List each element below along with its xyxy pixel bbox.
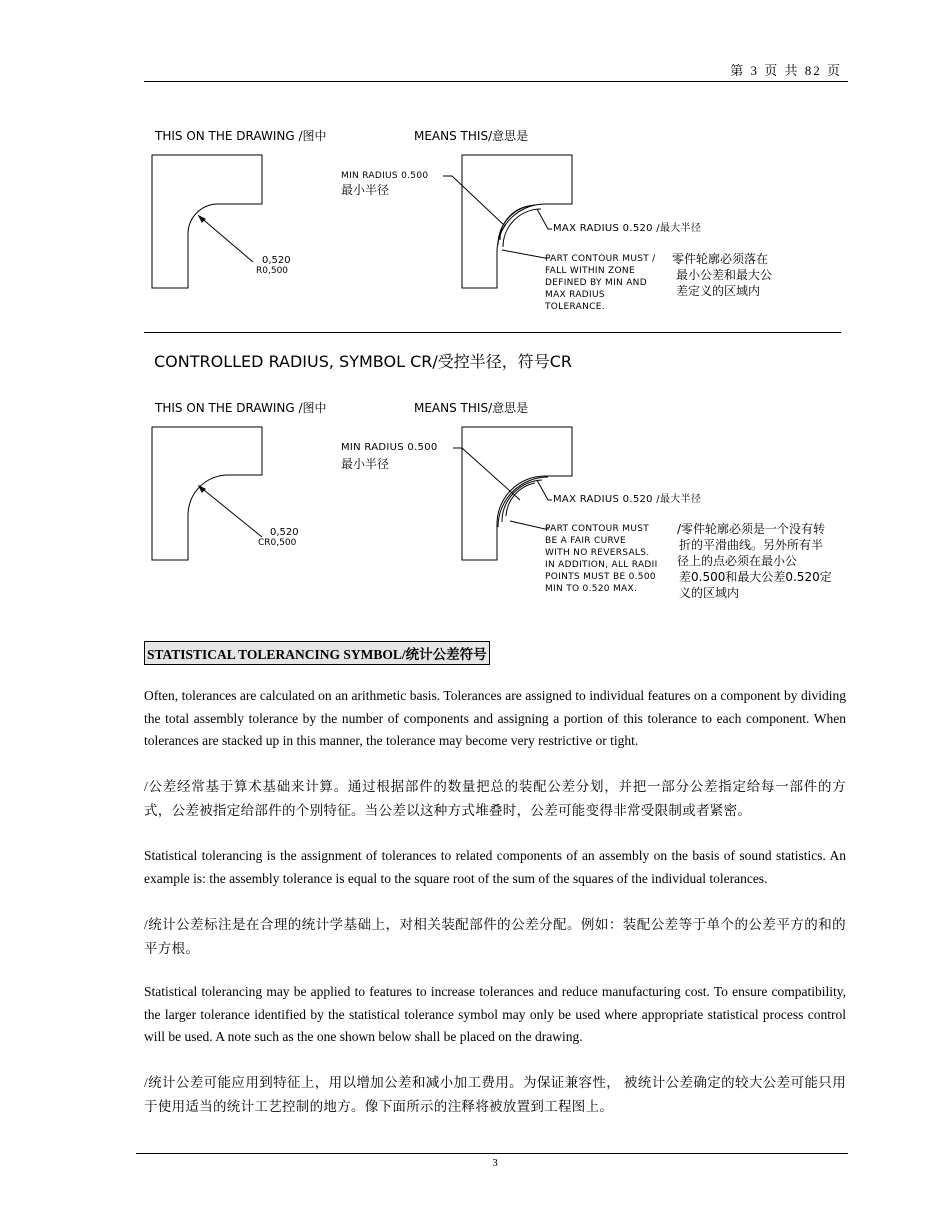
fig2-max-radius-leader xyxy=(537,480,552,500)
fig2-min-radius-leader xyxy=(453,448,520,500)
fig1-min-radius-zh: 最小半径 xyxy=(341,183,390,197)
fig1-note-line: FALL WITHIN ZONE xyxy=(545,266,635,276)
fig2-note-line: WITH NO REVERSALS. xyxy=(545,548,650,558)
fig2-tolerance-arc-1 xyxy=(498,477,548,527)
fig2-tolerance-arc-3 xyxy=(506,483,535,516)
fig1-min-radius-label: MIN RADIUS 0.500 xyxy=(341,171,429,181)
fig2-note-line: PART CONTOUR MUST xyxy=(545,524,650,534)
controlled-radius-title: CONTROLLED RADIUS, SYMBOL CR/受控半径，符号CR xyxy=(154,352,573,371)
fig2-left-part-outline xyxy=(152,427,262,560)
fig2-dim-top: 0,520 xyxy=(270,527,299,538)
paragraph-en-1: Often, tolerances are calculated on an arithmetic basis. Tolerances are assigned to individual features on a component by dividing the total assembly tolerance by the number of components and assigning a portion of this tolerance to each component. When tolerances are stacked up in this manner, the tolerance may become very restrictive or tight. xyxy=(144,688,846,748)
page-header-info: 第 3 页 共 82 页 xyxy=(730,63,842,78)
fig2-means-label: MEANS THIS/意思是 xyxy=(414,401,529,415)
fig2-drawing-label: THIS ON THE DRAWING /图中 xyxy=(155,401,327,415)
fig2-min-radius-zh: 最小半径 xyxy=(341,457,390,471)
paragraph-en-2: Statistical tolerancing is the assignment of tolerances to related components of an assembly on the basis of sound statistics. An example is: the assembly tolerance is equal to the square root of the sum of the squares of the individual tolerances. xyxy=(144,848,846,886)
fig1-note-zh-line: 零件轮廓必须落在 xyxy=(672,252,769,266)
paragraph-zh-3: /统计公差可能应用到特征上，用以增加公差和减小加工费用。为保证兼容性， 被统计公差确定的较大公差可能只用于使用适当的统计工艺控制的地方。像下面所示的注释将被放置到工程图上。 xyxy=(144,1075,846,1114)
paragraph-zh-1: /公差经常基于算术基础来计算。通过根据部件的数量把总的装配公差分划，并把一部分公差指定给每一部件的方式，公差被指定给部件的个别特征。当公差以这种方式堆叠时，公差可能变得非常受限制或者紧密。 xyxy=(144,779,846,818)
footer-rule xyxy=(136,1153,848,1154)
fig2-note-zh-line: 义的区域内 xyxy=(679,586,740,600)
fig1-dim-top: 0,520 xyxy=(262,255,291,266)
fig1-note-line: TOLERANCE. xyxy=(545,302,605,312)
fig2-note-line: IN ADDITION, ALL RADII xyxy=(545,560,658,570)
fig2-left-radius-leader xyxy=(199,486,262,537)
fig2-left-radius-arrow xyxy=(199,486,205,492)
fig2-note-line: POINTS MUST BE 0.500 xyxy=(545,572,656,582)
fig2-note-zh-line: 差0.500和最大公差0.520定 xyxy=(679,570,832,584)
fig2-contour-note xyxy=(545,523,658,595)
fig2-max-radius-label: MAX RADIUS 0.520 /最大半径 xyxy=(553,494,702,505)
page-number: 3 xyxy=(492,1157,498,1169)
fig1-drawing-label: THIS ON THE DRAWING /图中 xyxy=(155,129,327,143)
fig1-note-line: MAX RADIUS xyxy=(545,290,605,300)
fig1-note-zh-line: 最小公差和最大公 xyxy=(676,268,773,282)
fig2-tolerance-arc-2 xyxy=(502,480,542,522)
fig1-note-zh-line: 差定义的区域内 xyxy=(676,284,761,298)
fig2-note-line: BE A FAIR CURVE xyxy=(545,536,626,546)
fig1-note-line: DEFINED BY MIN AND xyxy=(545,278,647,288)
paragraph-en-3: Statistical tolerancing may be applied to features to increase tolerances and reduce manufacturing cost. To ensure compatibility, the larger tolerance identified by the statistical tolerance symbol may only be used where appropriate statistical process control will be used. A note such as the one shown below shall be placed on the drawing. xyxy=(144,984,846,1044)
fig2-note-zh-line: 折的平滑曲线。另外所有半 xyxy=(679,538,824,552)
fig1-dim-bottom: R0,500 xyxy=(256,266,289,276)
fig1-note-line: PART CONTOUR MUST / xyxy=(545,254,656,264)
fig1-max-radius-label: MAX RADIUS 0.520 /最大半径 xyxy=(553,223,702,234)
fig1-means-label: MEANS THIS/意思是 xyxy=(414,129,529,143)
fig2-note-zh-line: /零件轮廓必须是一个没有转 xyxy=(677,522,826,536)
fig2-dim-bottom: CR0,500 xyxy=(258,538,297,548)
fig2-contour-note-zh xyxy=(677,521,832,601)
fig2-contour-leader xyxy=(510,521,549,529)
fig2-min-radius-label: MIN RADIUS 0.500 xyxy=(341,442,438,453)
paragraph-zh-2: /统计公差标注是在合理的统计学基础上，对相关装配部件的公差分配。例如：装配公差等于单个的公差平方的和的平方根。 xyxy=(144,917,846,956)
fig2-note-line: MIN TO 0.520 MAX. xyxy=(545,584,638,594)
fig2-note-zh-line: 径上的点必须在最小公 xyxy=(677,554,798,568)
section-title: STATISTICAL TOLERANCING SYMBOL/统计公差符号 xyxy=(144,641,490,665)
